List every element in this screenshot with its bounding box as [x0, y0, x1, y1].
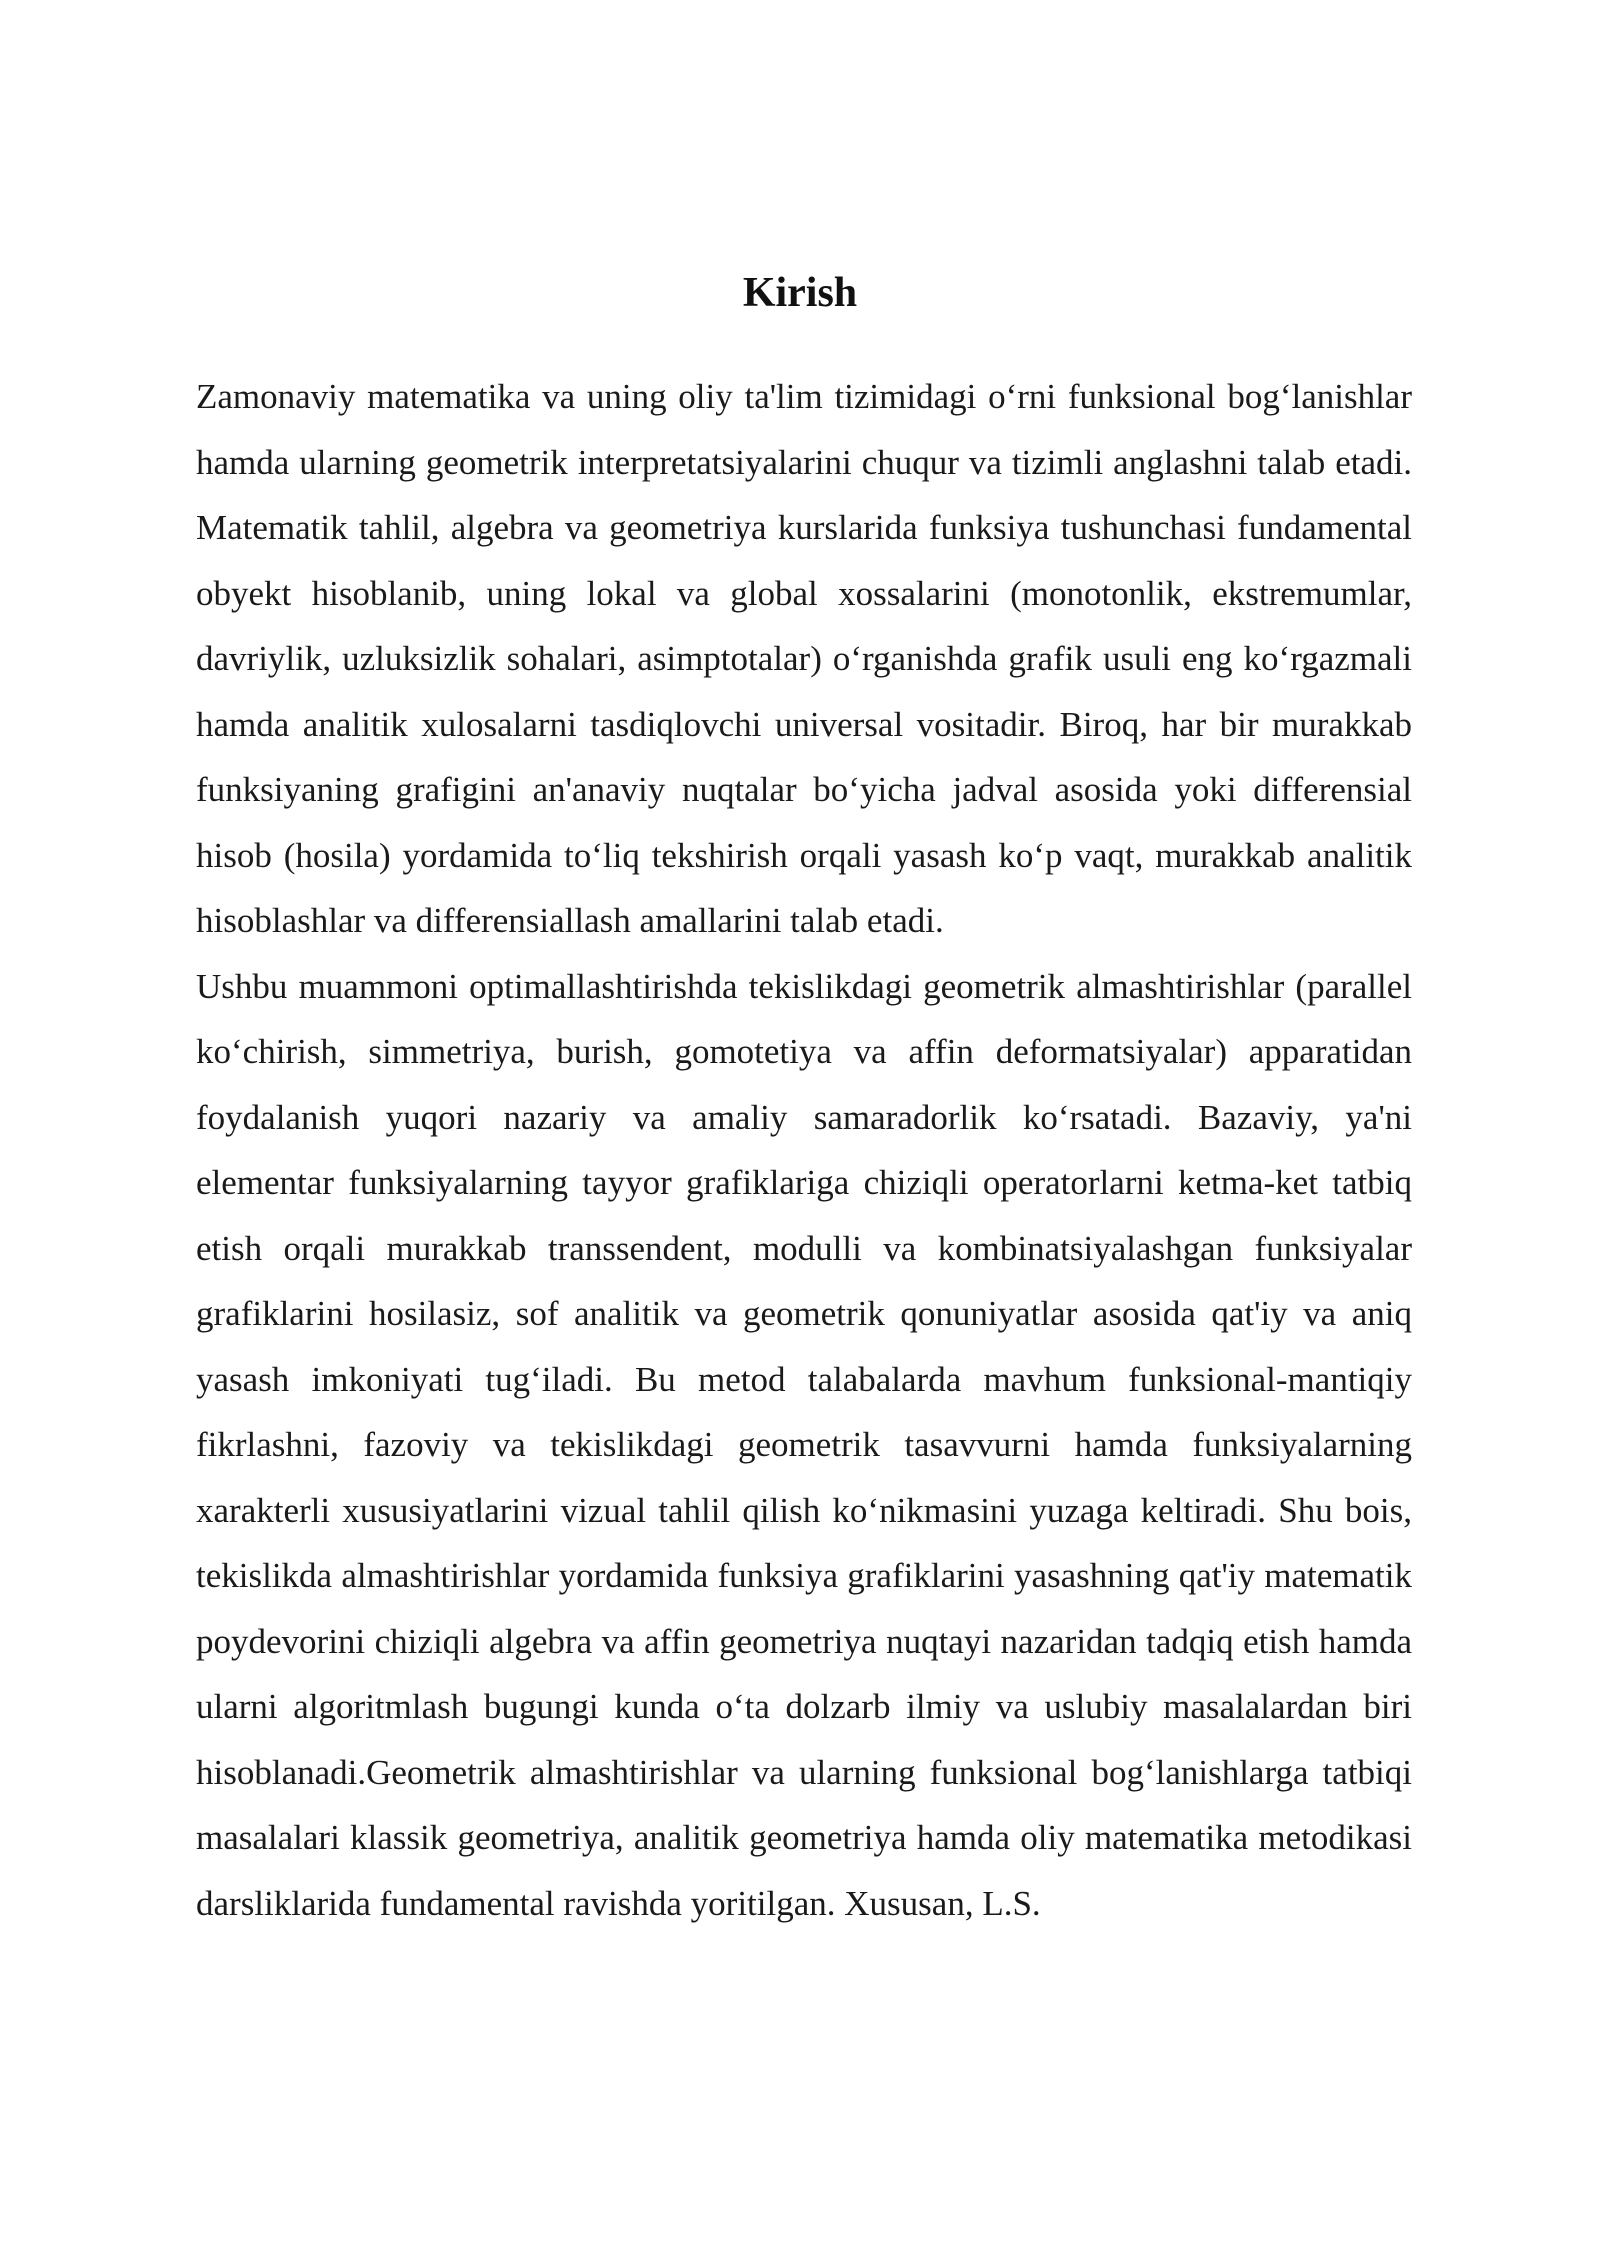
paragraph-intro: Zamonaviy matematika va uning oliy ta'lim tizimidagi o‘rni funksional bog‘lanishlar hamda ularning geometrik interpretatsiyalarini chuqur va tizimli anglashni talab etadi. Matematik tahlil, algebra va geometriya kurslarida funksiya tushunchasi fundamental obyekt hisoblanib, uning lokal va global xossalarini (monotonlik, ekstremumlar, davriylik, uzluksizlik sohalari, asimptotalar) o‘rganishda grafik usuli eng ko‘rgazmali hamda analitik xulosalarni tasdiqlovchi universal vositadir. Biroq, har bir murakkab funksiyaning grafigini an'anaviy nuqtalar bo‘yicha jadval asosida yoki differensial hisob (hosila) yordamida to‘liq tekshirish orqali yasash ko‘p vaqt, murakkab analitik hisoblashlar va differensiallash amallarini talab etadi.: [196, 377, 1412, 940]
document-body: [196, 364, 1412, 1936]
paragraph-method: Ushbu muammoni optimallashtirishda tekislikdagi geometrik almashtirishlar (parallel ko‘chirish, simmetriya, burish, gomotetiya va affin deformatsiyalar) apparatidan foydalanish yuqori nazariy va amaliy samaradorlik ko‘rsatadi. Bazaviy, ya'ni elementar funksiyalarning tayyor grafiklariga chiziqli operatorlarni ketma-ket tatbiq etish orqali murakkab transsendent, modulli va kombinatsiyalashgan funksiyalar grafiklarini hosilasiz, sof analitik va geometrik qonuniyatlar asosida qat'iy va aniq yasash imkoniyati tug‘iladi. Bu metod talabalarda mavhum funksional-mantiqiy fikrlashni, fazoviy va tekislikdagi geometrik tasavvurni hamda funksiyalarning xarakterli xususiyatlarini vizual tahlil qilish ko‘nikmasini yuzaga keltiradi. Shu bois, tekislikda almashtirishlar yordamida funksiya grafiklarini yasashning qat'iy matematik poydevorini chiziqli algebra va affin geometriya nuqtayi nazaridan tadqiq etish hamda ularni algoritmlash bugungi kunda o‘ta dolzarb ilmiy va uslubiy masalalardan biri hisoblanadi.Geometrik almashtirishlar va ularning funksional bog‘lanishlarga tatbiqi masalalari klassik geometriya, analitik geometriya hamda oliy matematika metodikasi darsliklarida fundamental ravishda yoritilgan. Xususan, L.S.: [196, 966, 1412, 1923]
page-title: Kirish: [742, 270, 858, 316]
